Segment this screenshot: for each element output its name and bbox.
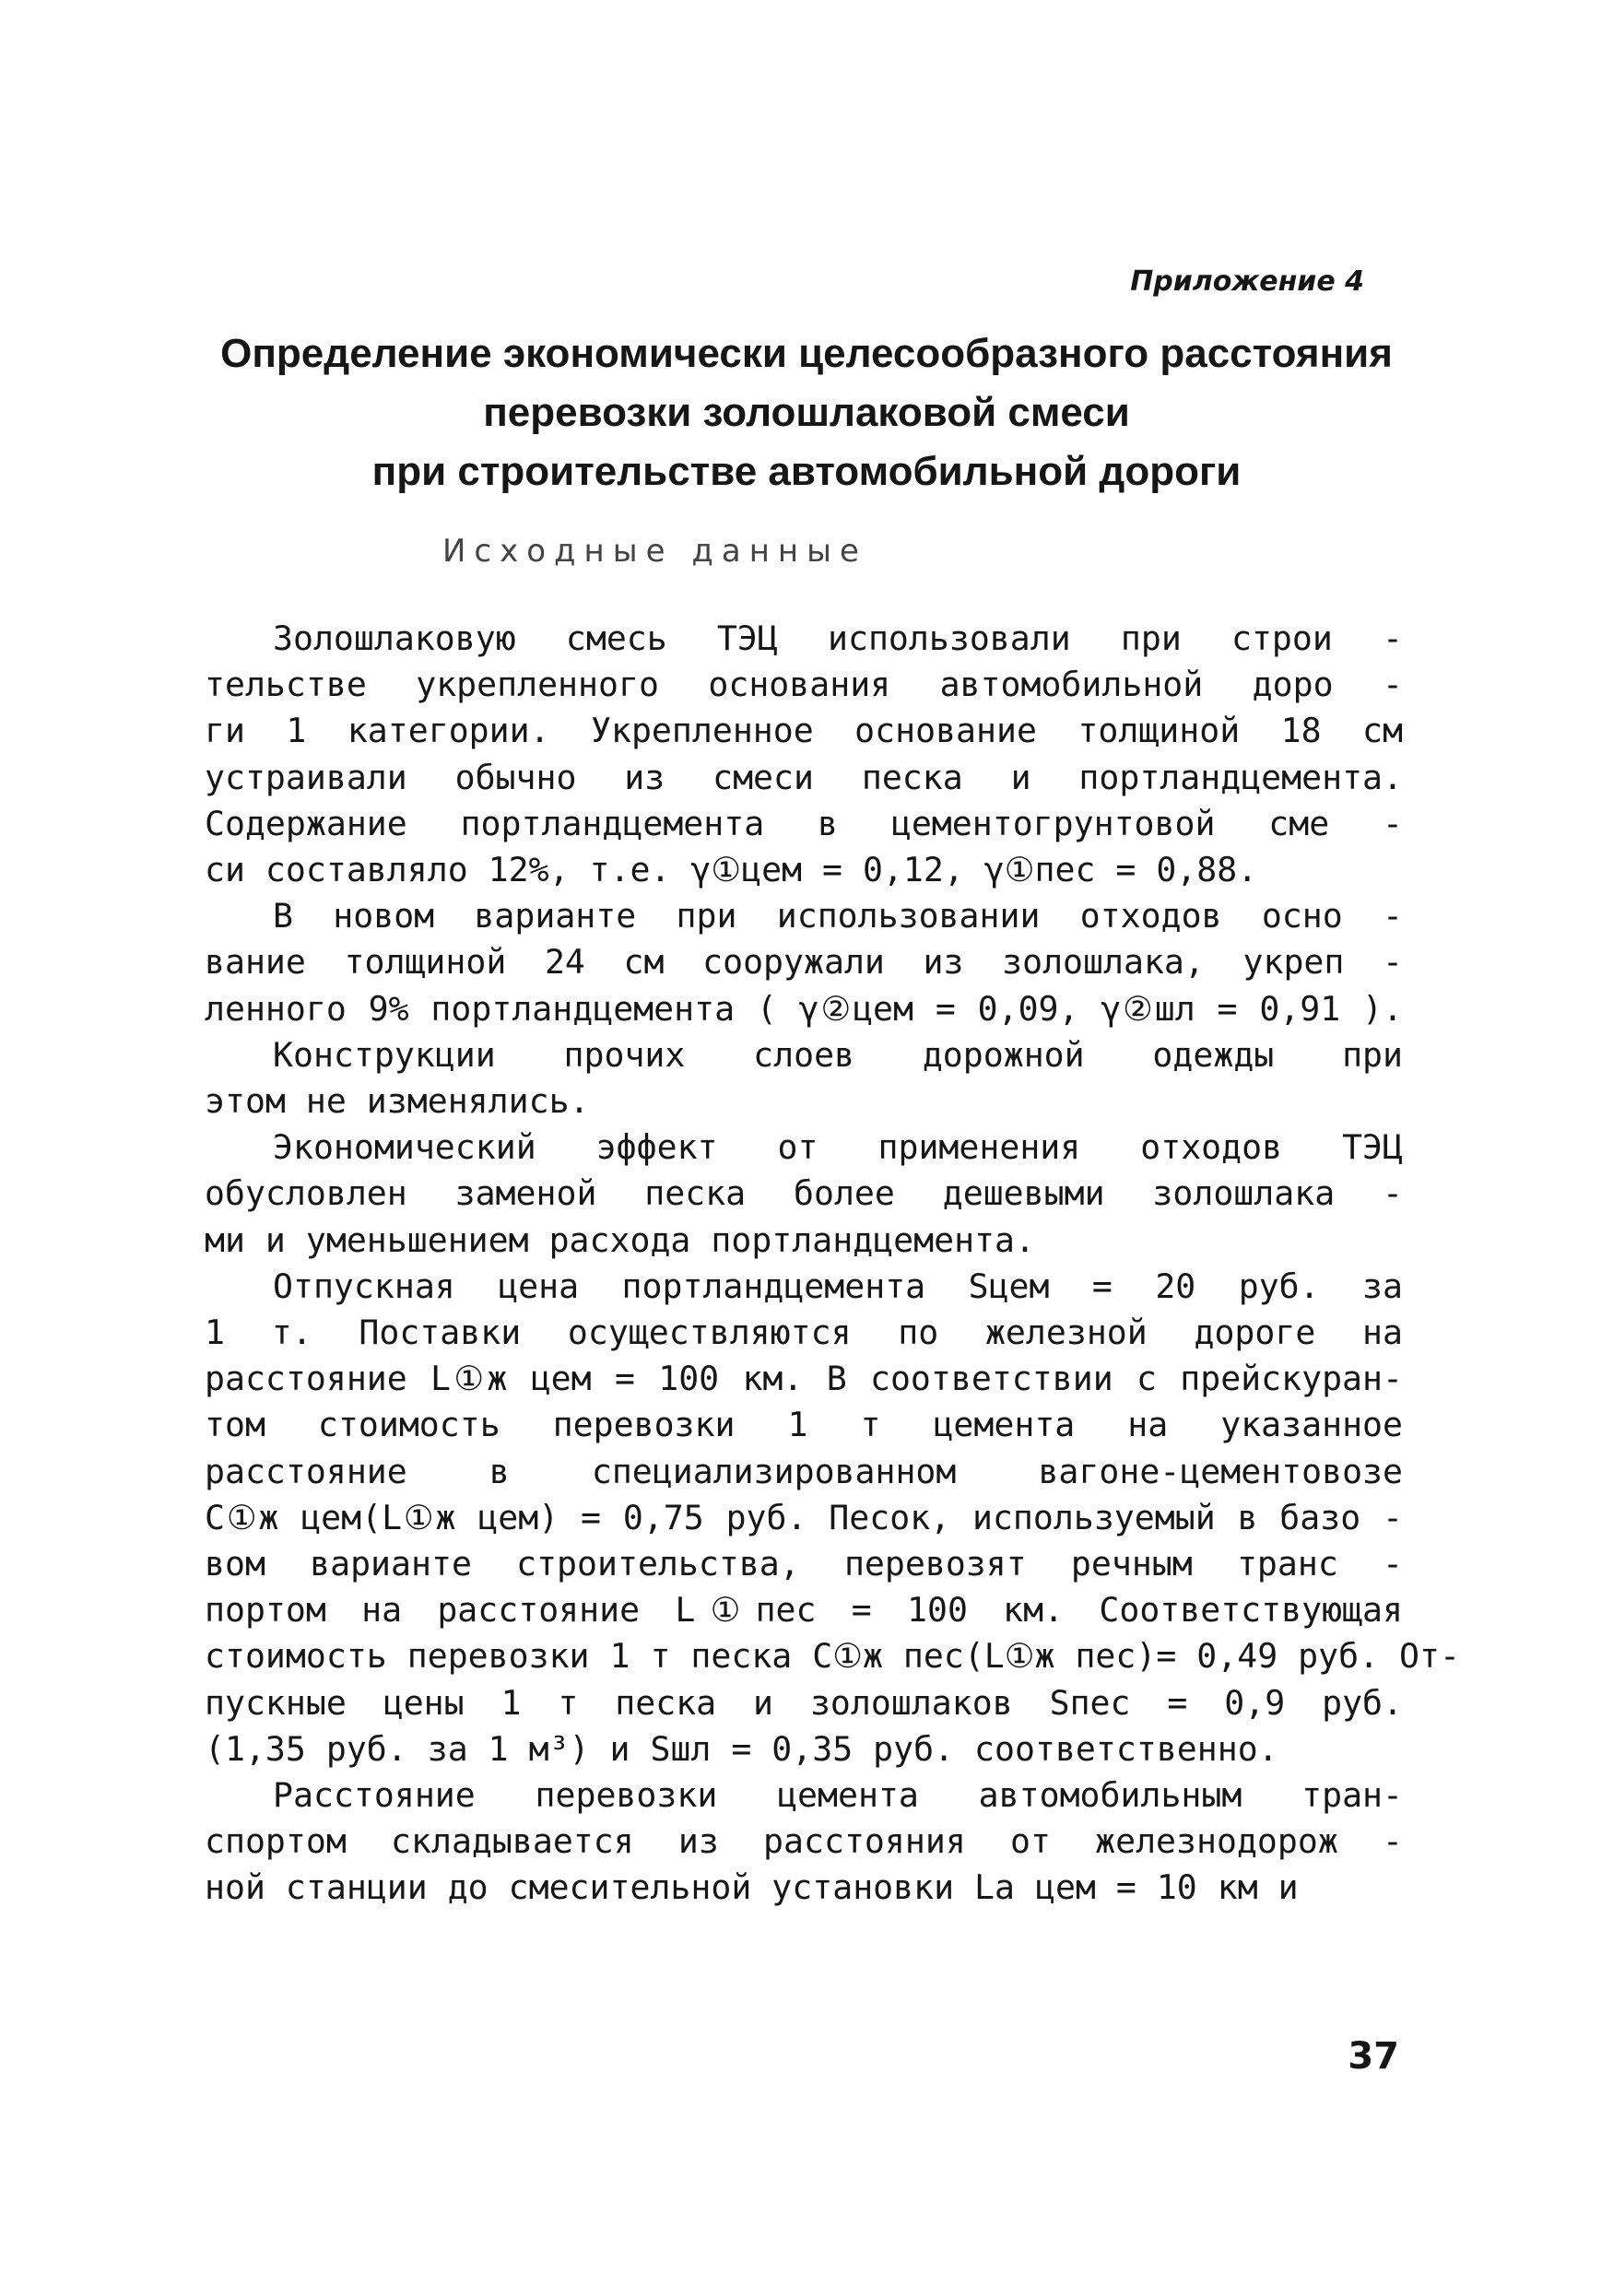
- text-line-formula: C①ж цем(L①ж цем) = 0,75 руб. Песок, используемый в базо -: [205, 1497, 1403, 1537]
- text-line: этом не изменялись.: [205, 1081, 590, 1122]
- text-line: расстояние в специализированном вагоне-цементовозе: [205, 1451, 1403, 1491]
- text-line: В новом варианте при использовании отходов осно -: [273, 896, 1403, 936]
- text-line: Конструкции прочих слоев дорожной одежды при: [273, 1034, 1403, 1075]
- text-line: 1 т. Поставки осуществляются по железной дороге на: [205, 1313, 1403, 1353]
- section-subtitle: Исходные данные: [442, 533, 867, 570]
- title-line: перевозки золошлаковой смеси: [483, 390, 1130, 435]
- text-line: Золошлаковую смесь ТЭЦ использовали при строи -: [273, 618, 1403, 658]
- text-line: Экономический эффект от применения отходов ТЭЦ: [273, 1127, 1403, 1168]
- text-line-formula: пускные цены 1 т песка и золошлаков Sпес = 0,9 руб.: [205, 1682, 1403, 1723]
- text-line-formula: ной станции до смесительной установки Lа цем = 10 км и: [205, 1867, 1299, 1908]
- text-line: устраивали обычно из смеси песка и портландцемента.: [205, 757, 1403, 797]
- text-line: Расстояние перевозки цемента автомобильным тран-: [273, 1775, 1403, 1816]
- text-line-formula: расстояние L①ж цем = 100 км. В соответствии с прейскуран-: [205, 1359, 1403, 1399]
- text-line: обусловлен заменой песка более дешевыми золошлака -: [205, 1173, 1403, 1214]
- page-number: 37: [1348, 2035, 1399, 2078]
- text-line-formula: ленного 9% портландцемента ( γ②цем = 0,09, γ②шл = 0,91 ).: [205, 988, 1403, 1029]
- text-line: ми и уменьшением расхода портландцемента.: [205, 1219, 1035, 1260]
- body-text: [205, 616, 1460, 1912]
- text-line: вание толщиной 24 см сооружали из золошлака, укреп -: [205, 942, 1403, 983]
- title-line: при строительстве автомобильной дороги: [371, 449, 1242, 494]
- text-line: вом варианте строительства, перевозят речным транс -: [205, 1544, 1403, 1584]
- appendix-label: Приложение 4: [1130, 265, 1364, 298]
- text-line-formula: стоимость перевозки 1 т песка C①ж пес(L①ж пес)= 0,49 руб. От-: [205, 1636, 1460, 1677]
- text-line: Отпускная цена портландцемента Sцем = 20 руб. за: [273, 1266, 1403, 1306]
- document-title: [0, 324, 1613, 501]
- text-line-formula: портом на расстояние L①пес = 100 км. Соответствующая: [205, 1590, 1403, 1631]
- text-line: том стоимость перевозки 1 т цемента на указанное: [205, 1405, 1403, 1445]
- title-line: Определение экономически целесообразного расстояния: [220, 331, 1393, 376]
- text-line-formula: (1,35 руб. за 1 м³) и Sшл = 0,35 руб. соответственно.: [205, 1728, 1278, 1769]
- text-line: тельстве укрепленного основания автомобильной доро -: [205, 665, 1403, 705]
- text-line: ги 1 категории. Укрепленное основание толщиной 18 см: [205, 711, 1403, 751]
- text-line: Содержание портландцемента в цементогрунтовой сме -: [205, 803, 1403, 843]
- text-line: спортом складывается из расстояния от железнодорож -: [205, 1821, 1403, 1862]
- text-line-formula: си составляло 12%, т.е. γ①цем = 0,12, γ①пес = 0,88.: [205, 850, 1258, 890]
